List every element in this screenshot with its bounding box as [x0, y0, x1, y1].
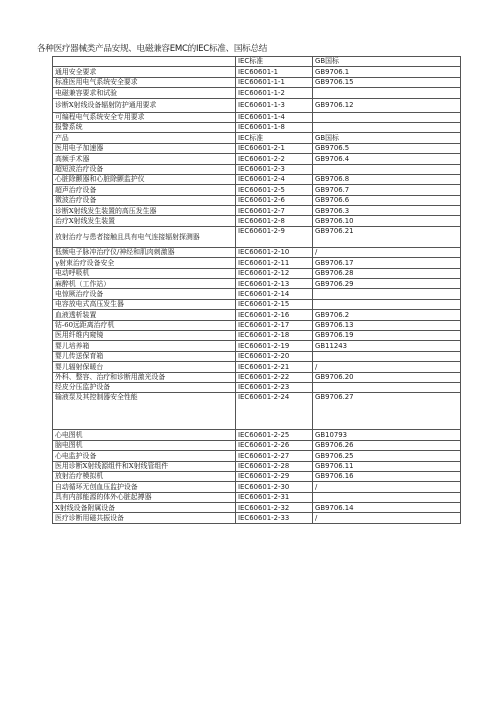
iec-standard-cell: IEC60601-2-16 [236, 310, 313, 320]
product-name-cell: 婴儿辐射保暖台 [53, 362, 236, 372]
document-title: 各种医疗器械类产品安规、电磁兼容EMC的IEC标准、国标总结 [37, 44, 268, 54]
product-name-cell: 钴-60远距离治疗机 [53, 320, 236, 330]
table-row [53, 440, 461, 450]
product-name-cell: 医用电子加速器 [53, 143, 236, 153]
product-name-cell: 微波治疗设备 [53, 195, 236, 205]
iec-standard-cell: IEC60601-2-19 [236, 341, 313, 351]
product-name-cell: 诊断X射线发生装置的高压发生器 [53, 206, 236, 216]
iec-standard-cell: IEC60601-1-2 [236, 88, 313, 98]
iec-standard-cell: IEC60601-2-1 [236, 143, 313, 153]
product-name-cell: 麻醉机（工作站） [53, 279, 236, 289]
gb-standard-cell: GB9706.5 [313, 143, 461, 153]
iec-standard-cell: IEC60601-2-13 [236, 279, 313, 289]
gb-standard-cell: GB9706.21 [313, 226, 461, 247]
table-row [53, 461, 461, 471]
product-name-cell: γ射束治疗设备安全 [53, 258, 236, 268]
product-name-cell: 自动循环无创血压监护设备 [53, 482, 236, 492]
iec-standard-cell: IEC标准 [236, 57, 313, 67]
iec-standard-cell: IEC60601-1-1 [236, 77, 313, 87]
product-name-cell: 产品 [53, 133, 236, 143]
gb-standard-cell: GB9706.6 [313, 195, 461, 205]
gb-standard-cell [313, 289, 461, 299]
gb-standard-cell: GB9706.12 [313, 98, 461, 112]
table-row [53, 393, 461, 430]
product-name-cell: 心脏除颤器和心脏除颤监护仪 [53, 174, 236, 184]
gb-standard-cell: GB9706.8 [313, 174, 461, 184]
table-row [53, 195, 461, 205]
product-name-cell: 电容放电式高压发生器 [53, 299, 236, 309]
table-row [53, 67, 461, 77]
product-name-cell: 通用安全要求 [53, 67, 236, 77]
iec-standard-cell: IEC60601-1-4 [236, 112, 313, 122]
table-row [53, 206, 461, 216]
gb-standard-cell [313, 299, 461, 309]
iec-standard-cell: IEC60601-2-5 [236, 185, 313, 195]
gb-standard-cell [313, 382, 461, 392]
gb-standard-cell [313, 88, 461, 98]
gb-standard-cell: GB国标 [313, 57, 461, 67]
gb-standard-cell: GB9706.15 [313, 77, 461, 87]
product-name-cell: 报警系统 [53, 122, 236, 132]
gb-standard-cell: GB9706.29 [313, 279, 461, 289]
gb-standard-cell: GB9706.16 [313, 471, 461, 481]
gb-standard-cell: / [313, 513, 461, 523]
iec-standard-cell: IEC60601-2-3 [236, 164, 313, 174]
iec-standard-cell: IEC60601-1-8 [236, 122, 313, 132]
product-name-cell: 可编程电气系统安全专用要求 [53, 112, 236, 122]
standards-table [52, 56, 461, 524]
product-name-cell: 心电监护设备 [53, 451, 236, 461]
table-row [53, 174, 461, 184]
table-row [53, 503, 461, 513]
table-row [53, 112, 461, 122]
iec-standard-cell: IEC60601-2-6 [236, 195, 313, 205]
product-name-cell: 高频手术器 [53, 154, 236, 164]
product-name-cell: 标准医用电气系统安全要求 [53, 77, 236, 87]
product-name-cell: 具有内部能源的体外心脏起搏器 [53, 492, 236, 502]
product-name-cell: 电磁兼容要求和试验 [53, 88, 236, 98]
product-name-cell: 医用纤维内窥镜 [53, 330, 236, 340]
iec-standard-cell: IEC60601-2-2 [236, 154, 313, 164]
product-name-cell: 心电图机 [53, 430, 236, 440]
gb-standard-cell: / [313, 482, 461, 492]
gb-standard-cell: GB9706.17 [313, 258, 461, 268]
iec-standard-cell: IEC60601-2-20 [236, 351, 313, 361]
product-name-cell: 放射治疗与患者接触且具有电气连接辐射探测器 [53, 226, 236, 247]
gb-standard-cell: / [313, 362, 461, 372]
iec-standard-cell: IEC60601-2-17 [236, 320, 313, 330]
gb-standard-cell: GB9706.11 [313, 461, 461, 471]
iec-standard-cell: IEC60601-2-23 [236, 382, 313, 392]
product-name-cell: X射线设备附属设备 [53, 503, 236, 513]
gb-standard-cell [313, 112, 461, 122]
product-name-cell: 婴儿传送保育箱 [53, 351, 236, 361]
product-name-cell: 医疗诊断用磁共振设备 [53, 513, 236, 523]
iec-standard-cell: IEC60601-2-25 [236, 430, 313, 440]
product-name-cell: 电惊厥治疗设备 [53, 289, 236, 299]
product-name-cell: 脑电图机 [53, 440, 236, 450]
gb-standard-cell: GB9706.19 [313, 330, 461, 340]
iec-standard-cell: IEC60601-2-27 [236, 451, 313, 461]
table-row [53, 268, 461, 278]
iec-standard-cell: IEC60601-2-26 [236, 440, 313, 450]
gb-standard-cell: / [313, 247, 461, 257]
product-name-cell: 医用诊断X射线源组件和X射线管组件 [53, 461, 236, 471]
table-row [53, 382, 461, 392]
table-row [53, 372, 461, 382]
gb-standard-cell: GB9706.27 [313, 393, 461, 430]
gb-standard-cell: GB9706.14 [313, 503, 461, 513]
gb-standard-cell: GB9706.20 [313, 372, 461, 382]
product-name-cell: 经皮分压监护设备 [53, 382, 236, 392]
table-row [53, 362, 461, 372]
table-row [53, 247, 461, 257]
product-name-cell: 婴儿培养箱 [53, 341, 236, 351]
iec-standard-cell: IEC60601-2-24 [236, 393, 313, 430]
gb-standard-cell: GB9706.26 [313, 440, 461, 450]
table-row [53, 216, 461, 226]
iec-standard-cell: IEC60601-2-32 [236, 503, 313, 513]
product-name-cell: 放射治疗模拟机 [53, 471, 236, 481]
iec-standard-cell: IEC60601-2-15 [236, 299, 313, 309]
iec-standard-cell: IEC60601-2-31 [236, 492, 313, 502]
table-row [53, 98, 461, 112]
gb-standard-cell [313, 492, 461, 502]
iec-standard-cell: IEC60601-2-22 [236, 372, 313, 382]
table-row [53, 185, 461, 195]
gb-standard-cell: GB国标 [313, 133, 461, 143]
product-name-cell: 血液透析装置 [53, 310, 236, 320]
gb-standard-cell: GB9706.2 [313, 310, 461, 320]
gb-standard-cell [313, 351, 461, 361]
gb-standard-cell: GB11243 [313, 341, 461, 351]
iec-standard-cell: IEC60601-2-21 [236, 362, 313, 372]
table-row [53, 513, 461, 523]
product-name-cell: 低频电子脉冲治疗仪/神经和肌肉刺激器 [53, 247, 236, 257]
product-name-cell: 电动呼吸机 [53, 268, 236, 278]
gb-standard-cell [313, 164, 461, 174]
iec-standard-cell: IEC60601-2-18 [236, 330, 313, 340]
iec-standard-cell: IEC60601-2-7 [236, 206, 313, 216]
product-name-cell: 外科、整容、治疗和诊断用激光设备 [53, 372, 236, 382]
table-row [53, 351, 461, 361]
gb-standard-cell: GB9706.4 [313, 154, 461, 164]
gb-standard-cell: GB9706.13 [313, 320, 461, 330]
iec-standard-cell: IEC60601-2-28 [236, 461, 313, 471]
table-row [53, 430, 461, 440]
table-row [53, 279, 461, 289]
gb-standard-cell: GB9706.3 [313, 206, 461, 216]
table-row [53, 122, 461, 132]
product-name-cell: 超声治疗设备 [53, 185, 236, 195]
table-header-row [53, 57, 461, 67]
iec-standard-cell: IEC60601-2-10 [236, 247, 313, 257]
table-row [53, 310, 461, 320]
table-row [53, 77, 461, 87]
table-row [53, 143, 461, 153]
table-row [53, 299, 461, 309]
table-row [53, 482, 461, 492]
table-row [53, 154, 461, 164]
iec-standard-cell: IEC60601-2-4 [236, 174, 313, 184]
gb-standard-cell: GB9706.28 [313, 268, 461, 278]
product-name-cell: 治疗X射线发生装置 [53, 216, 236, 226]
iec-standard-cell: IEC60601-2-33 [236, 513, 313, 523]
iec-standard-cell: IEC60601-2-11 [236, 258, 313, 268]
table-row [53, 226, 461, 247]
table-row [53, 164, 461, 174]
table-row [53, 451, 461, 461]
gb-standard-cell [313, 122, 461, 132]
table-row [53, 88, 461, 98]
table-row [53, 289, 461, 299]
iec-standard-cell: IEC60601-2-8 [236, 216, 313, 226]
product-name-cell: 诊断X射线设备辐射防护通用要求 [53, 98, 236, 112]
iec-standard-cell: IEC60601-2-29 [236, 471, 313, 481]
gb-standard-cell: GB9706.1 [313, 67, 461, 77]
table-row [53, 258, 461, 268]
iec-standard-cell: IEC60601-2-9 [236, 226, 313, 247]
iec-standard-cell: IEC60601-2-14 [236, 289, 313, 299]
gb-standard-cell: GB9706.25 [313, 451, 461, 461]
product-name-cell: 超短波治疗设备 [53, 164, 236, 174]
table-header-row [53, 133, 461, 143]
iec-standard-cell: IEC60601-1-3 [236, 98, 313, 112]
standards-table-body [53, 57, 461, 524]
iec-standard-cell: IEC60601-2-30 [236, 482, 313, 492]
table-row [53, 330, 461, 340]
product-name-cell [53, 57, 236, 67]
table-row [53, 320, 461, 330]
product-name-cell: 输液泵及其控制器安全性能 [53, 393, 236, 430]
iec-standard-cell: IEC60601-2-12 [236, 268, 313, 278]
gb-standard-cell: GB9706.10 [313, 216, 461, 226]
gb-standard-cell: GB10793 [313, 430, 461, 440]
table-row [53, 492, 461, 502]
gb-standard-cell: GB9706.7 [313, 185, 461, 195]
table-row [53, 341, 461, 351]
iec-standard-cell: IEC60601-1 [236, 67, 313, 77]
iec-standard-cell: IEC标准 [236, 133, 313, 143]
table-row [53, 471, 461, 481]
